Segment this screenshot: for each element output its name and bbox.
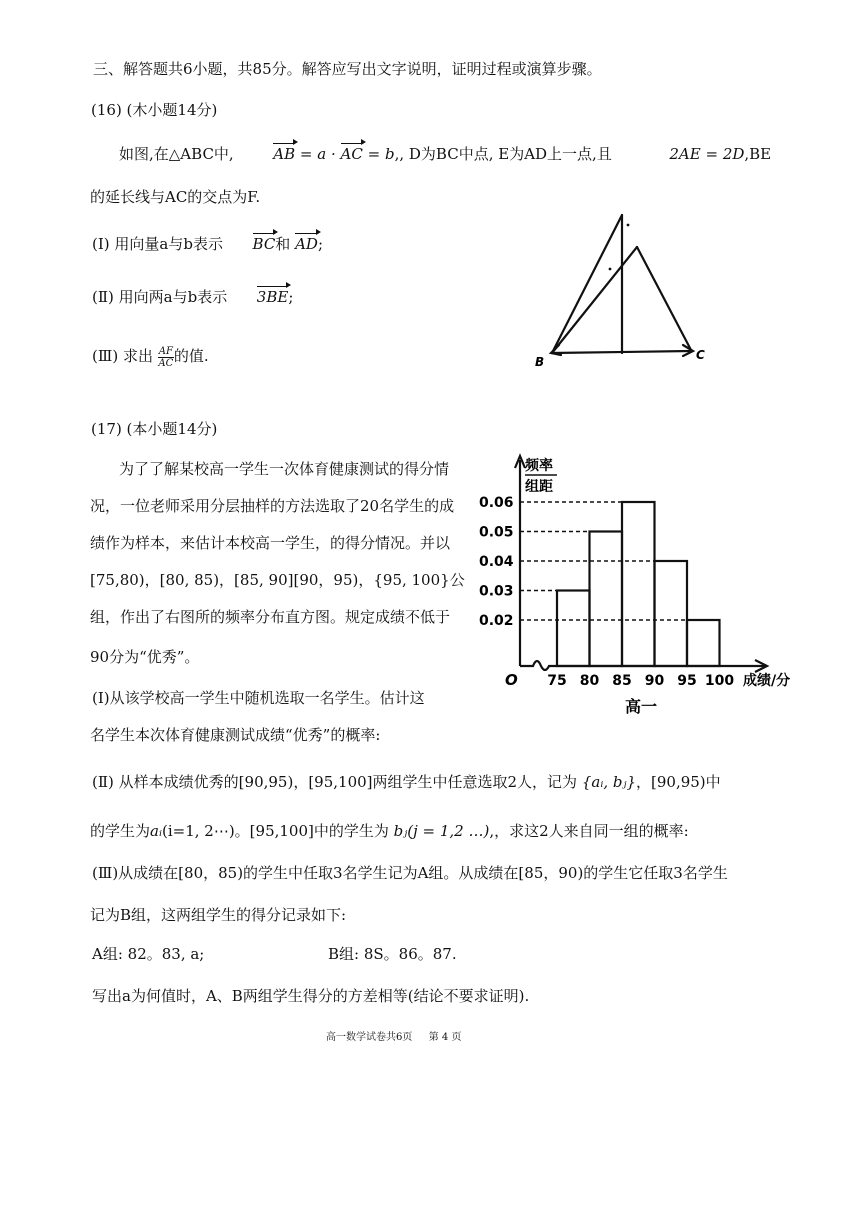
vector-ac: AC — [340, 145, 363, 163]
triangle-edge-dc — [637, 247, 691, 350]
q16-part-ii-end: ; — [288, 288, 294, 306]
q17-para-line2: 况，一位老师采用分层抽样的方法选取了20名学生的成 — [90, 497, 455, 515]
x-tick-label: 80 — [579, 673, 600, 689]
q17-para-line5: 组，作出了右图所的频率分布直方图。规定成绩不低于 — [90, 608, 451, 626]
y-tick-label: 0.03 — [479, 583, 514, 600]
q16-statement-line2: 的延长线与AC的交点为F. — [90, 188, 261, 206]
q16-eq-sign: = — [299, 145, 313, 163]
q16-dot: · — [330, 145, 336, 163]
q17-part-ii-line2 — [90, 820, 689, 841]
q17-part-ii-text4: (i=1, 2⋯)。[95,100]中的学生为 — [161, 822, 389, 840]
label-c: C — [696, 348, 705, 362]
q16-part-ii — [92, 286, 293, 307]
q16-text-end: ,BE — [744, 145, 772, 163]
group-a-scores: A组: 82。83, a; — [92, 945, 205, 963]
q16-part-i — [92, 233, 323, 254]
x-tick-label: 100 — [704, 673, 735, 689]
histogram-bar — [557, 591, 590, 667]
x-tick-label: 90 — [644, 673, 665, 689]
q16-b: = b — [367, 145, 395, 163]
q17-part-ii-text2: ，[90,95)中 — [636, 773, 721, 791]
chart-title: 高一 — [624, 697, 658, 716]
q17-part-iii-final: 写出a为何值时，A、B两组学生得分的方差相等(结论不要求证明). — [92, 987, 530, 1005]
q17-para-line1: 为了了解某校高一学生一次体育健康测试的得分情 — [119, 460, 450, 478]
y-tick-label: 0.05 — [479, 524, 514, 541]
vector-ad: AD — [295, 235, 318, 253]
q16-equation: 2AE = 2D — [669, 145, 745, 163]
q16-part-ii-label: (Ⅱ) 用向两a与b表示 — [92, 288, 228, 306]
q16-part-i-label: (Ⅰ) 用向量a与b表示 — [92, 235, 223, 253]
x-tick-label: 75 — [547, 673, 567, 689]
q16-title: (16) (木小题14分) — [91, 101, 218, 119]
triangle-figure — [525, 205, 725, 370]
frequency-histogram — [475, 448, 810, 728]
q16-statement-line1 — [119, 143, 771, 164]
y-label-top: 频率 — [525, 458, 553, 474]
origin-label: O — [505, 671, 518, 689]
y-tick-label: 0.06 — [479, 495, 514, 511]
point-mark — [609, 268, 612, 271]
section-header: 三、解答题共6小题，共85分。解答应写出文字说明，证明过程或演算步骤。 — [93, 60, 602, 78]
q16-a: a — [317, 145, 327, 163]
page-footer — [326, 1028, 461, 1043]
fraction-numerator: AF — [158, 345, 173, 357]
triangle-edge-ba — [552, 215, 622, 353]
y-tick-label: 0.04 — [479, 554, 514, 570]
histogram-bar — [622, 502, 655, 666]
q16-part-iii-label: (Ⅲ) 求出 — [92, 347, 153, 365]
footer-left: 高一数学试卷共6页 — [326, 1032, 413, 1043]
q17-para-line6: 90分为“优秀”。 — [90, 648, 200, 666]
q17-ai: aᵢ — [150, 822, 162, 840]
point-mark — [627, 224, 630, 227]
q17-part-iii-line2: 记为B组，这两组学生的得分记录如下: — [90, 906, 347, 924]
q16-part-i-end: ; — [317, 235, 324, 253]
label-b: B — [535, 355, 545, 369]
q16-and: 和 — [275, 235, 291, 253]
q17-set: {aᵢ, bⱼ} — [581, 773, 636, 791]
q17-part-i-line1: (Ⅰ)从该学校高一学生中随机选取一名学生。估计这 — [92, 689, 425, 707]
q17-part-ii-text: (Ⅱ) 从样本成绩优秀的[90,95)，[95,100]两组学生中任意选取2人，记为 — [92, 773, 578, 791]
histogram-bar — [687, 620, 720, 666]
fraction-denominator: AC — [158, 357, 174, 369]
q16-text-start: 如图,在△ABC中, — [119, 145, 234, 163]
histogram-bar — [655, 561, 688, 666]
triangle-edge-bd — [552, 247, 637, 353]
q16-part-iii — [92, 345, 209, 369]
q17-bj: bⱼ(j = 1,2 …) — [393, 822, 490, 840]
y-tick-label: 0.02 — [479, 613, 514, 629]
q17-para-line3: 绩作为样本，来估计本校高一学生，的得分情况。并以 — [90, 534, 451, 552]
triangle-edge-bc — [552, 351, 691, 353]
q17-title: (17) (本小题14分) — [91, 420, 218, 438]
q17-part-ii-text5: ,，求这2人来自同一组的概率: — [489, 822, 689, 840]
q16-part-iii-end: 的值. — [173, 347, 209, 365]
group-b-scores: B组: 8S。86。87. — [328, 945, 457, 963]
footer-page-number: 第 4 页 — [428, 1032, 462, 1043]
fraction-af-ac — [158, 346, 174, 369]
q17-part-ii-line1 — [92, 771, 721, 792]
x-axis-label: 成绩/分 — [743, 673, 791, 689]
q16-text-rest: ,, D为BC中点, E为AD上一点,且 — [394, 145, 612, 163]
vector-ab: AB — [273, 145, 296, 163]
x-tick-label: 95 — [677, 673, 697, 689]
histogram-bar — [590, 532, 623, 667]
x-tick-label: 85 — [612, 673, 632, 689]
q17-part-ii-text3: 的学生为 — [90, 822, 151, 840]
q17-para-line4: [75,80)，[80, 85)，[85, 90][90，95)，{95, 100}公 — [90, 571, 465, 589]
y-label-bottom: 组距 — [525, 479, 553, 495]
vector-bc: BC — [252, 235, 276, 253]
q17-part-iii-line1: (Ⅲ)从成绩在[80，85)的学生中任取3名学生记为A组。从成绩在[85，90)的学生它任取3名学生 — [92, 864, 728, 882]
q17-part-i-line2: 名学生本次体育健康测试成绩“优秀”的概率: — [90, 726, 381, 744]
vector-3be: 3BE — [256, 288, 289, 306]
